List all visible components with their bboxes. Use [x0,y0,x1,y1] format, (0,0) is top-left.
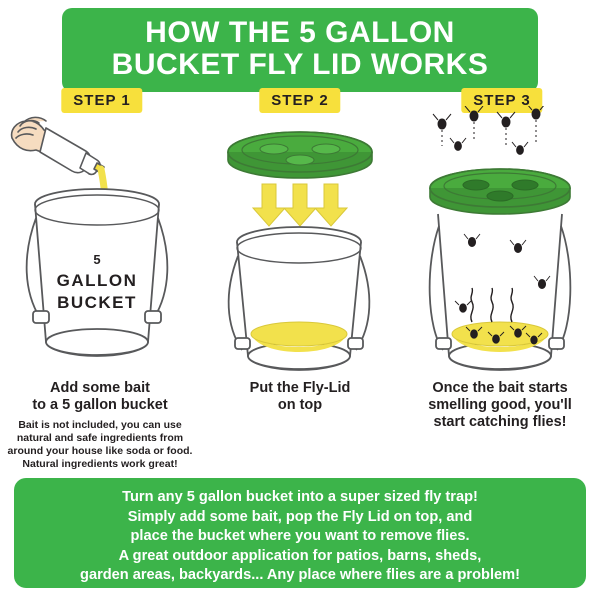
footer-line-4: A great outdoor application for patios, barns, sheds, [118,547,482,564]
step-2-column [200,84,400,474]
bait-pool-with-flies [452,322,548,352]
downward-arrows-icon [253,184,347,226]
step-1-caption-title-line-2: to a 5 gallon bucket [32,397,168,413]
footer-line-1: Turn any 5 gallon bucket into a super sized fly trap! [122,489,478,505]
flies-above-icon [433,106,545,154]
step-2-illustration [200,106,400,386]
smell-squiggles-icon [471,288,513,322]
step-2-caption-title-line-2: on top [277,397,323,413]
page-title-line-1: HOW THE 5 GALLON [145,16,455,49]
step-1-caption-sub-line-2: natural and safe ingredients from [16,432,184,444]
bucket-label-line-2: GALLON [56,271,138,290]
step-2-badge: STEP 2 [259,88,340,113]
bucket-label-line-3: BUCKET [57,293,137,312]
footer-line-3: place the bucket where you want to remove flies. [130,528,470,544]
fly-lid-icon [228,132,372,178]
footer-line-5: garden areas, backyards... Any place where flies are a problem! [80,567,520,583]
footer-line-2: Simply add some bait, pop the Fly Lid on top, and [127,508,473,525]
step-1-caption-sub-line-1: Bait is not included, you can use [18,419,182,431]
step-1-caption [4,380,196,471]
step-3-badge: STEP 3 [461,88,542,113]
step-3-column [400,84,600,474]
flies-inside-icon [455,234,550,312]
steps-container [0,84,600,474]
bucket-label-line-1: 5 [93,252,101,267]
step-1-caption-sub-line-3: around your house like soda or food. [7,445,193,457]
hand-pouring-bottle-icon [12,117,104,174]
page-title-banner [62,8,538,92]
page-title-line-2: BUCKET FLY LID WORKS [111,48,489,81]
step-3-caption [404,380,596,431]
step-2-caption-title-line-1: Put the Fly-Lid [249,380,351,396]
step-3-caption-title-line-2: smelling good, you'll [428,397,572,413]
step-1-caption-title-line-1: Add some bait [50,380,150,396]
bucket-outline [438,214,562,370]
step-3-illustration [400,106,600,386]
step-1-column [0,84,200,474]
footer-banner [14,478,586,588]
step-1-illustration [0,106,200,386]
fly-lid-installed-icon [430,169,570,214]
step-1-caption-sub-line-4: Natural ingredients work great! [22,458,178,470]
step-3-caption-title-line-3: start catching flies! [433,414,567,430]
step-1-badge: STEP 1 [61,88,142,113]
step-2-caption [204,380,396,414]
step-3-caption-title-line-1: Once the bait starts [432,380,568,396]
